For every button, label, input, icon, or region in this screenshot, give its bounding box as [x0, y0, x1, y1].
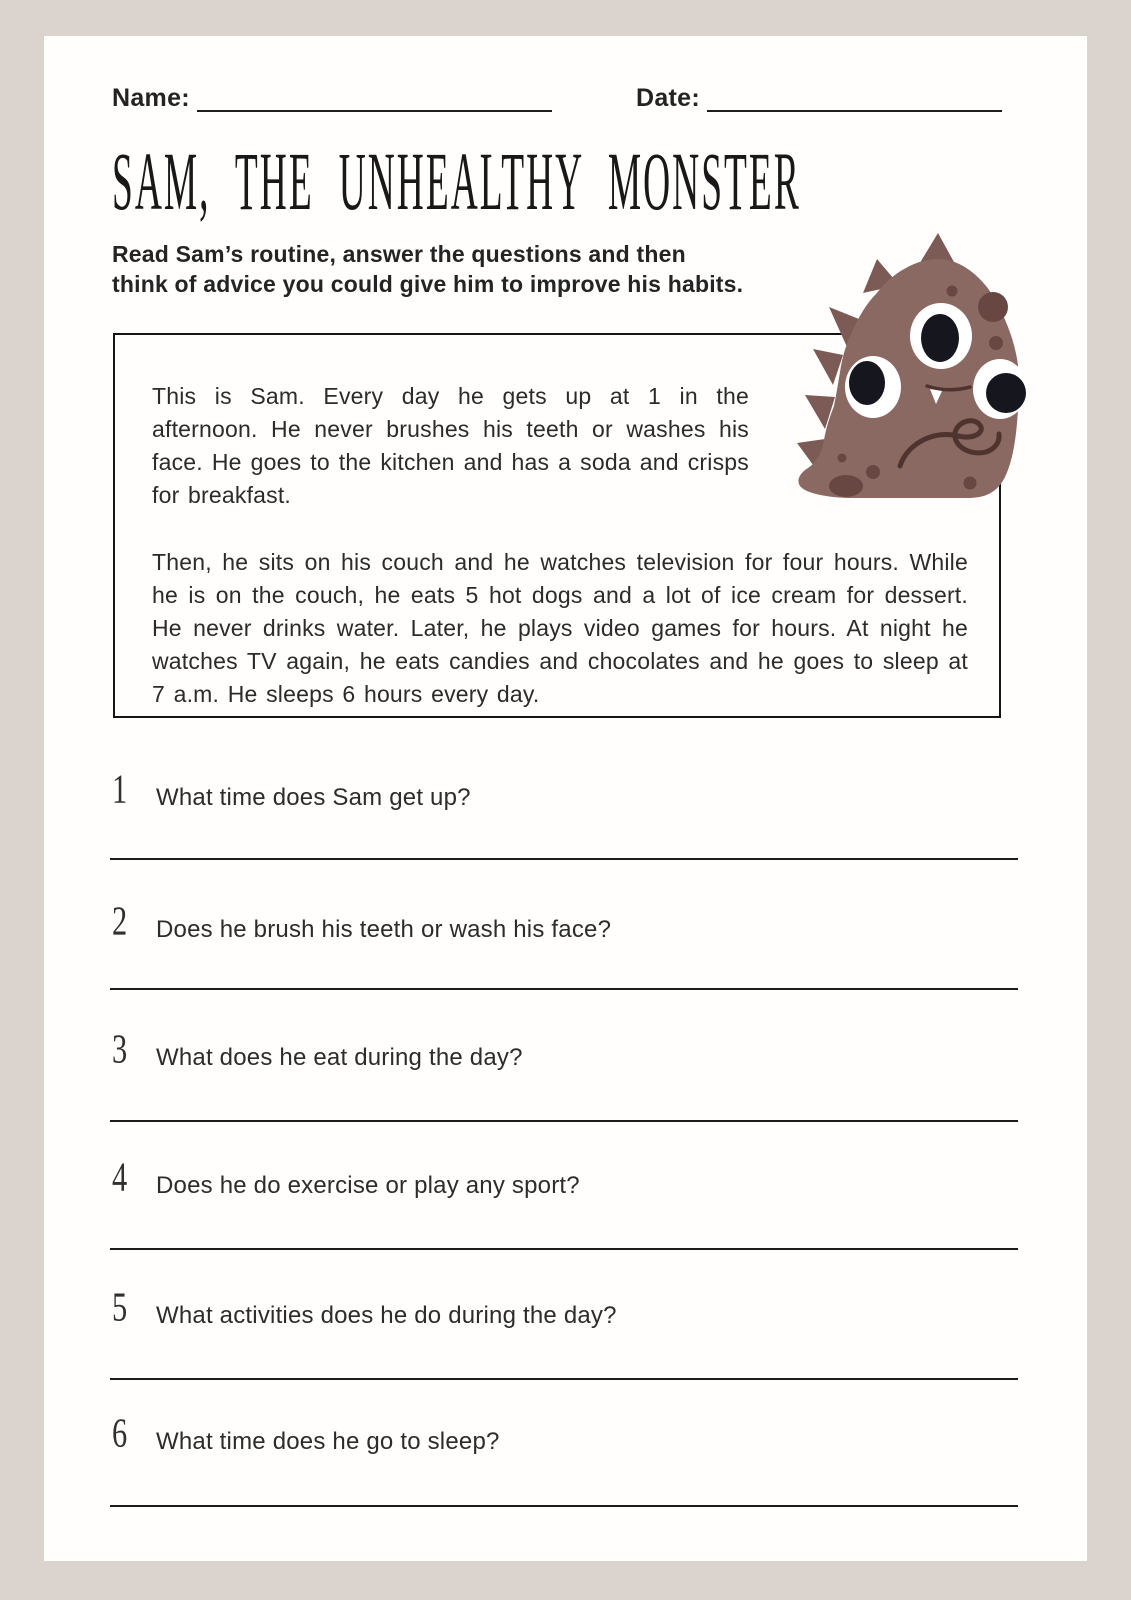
page-title: SAM, THE UNHEALTHY MONSTER	[112, 135, 801, 227]
question-3-answer-line[interactable]	[110, 1120, 1018, 1122]
name-label: Name:	[112, 84, 190, 112]
question-2	[112, 896, 612, 945]
monster-illustration	[789, 225, 1029, 501]
passage-paragraph-1: This is Sam. Every day he gets up at 1 in the afternoon. He never brushes his teeth or washes his face. He goes to the kitchen and has a soda and crisps for breakfast.	[152, 383, 749, 508]
question-1	[112, 764, 471, 813]
name-field[interactable]	[197, 84, 552, 112]
question-4-number: 4	[112, 1152, 128, 1200]
monster-pupil-right	[986, 373, 1026, 413]
question-2-text: Does he brush his teeth or wash his face?	[156, 916, 612, 943]
monster-pupil-left	[849, 361, 885, 405]
question-5-number: 5	[112, 1282, 128, 1330]
question-3-text: What does he eat during the day?	[156, 1044, 523, 1071]
question-4-answer-line[interactable]	[110, 1248, 1018, 1250]
name-field-row	[112, 83, 552, 113]
question-2-number: 2	[112, 896, 128, 944]
date-field-row	[636, 83, 1002, 113]
worksheet-page	[44, 36, 1087, 1561]
question-3	[112, 1024, 523, 1073]
question-4	[112, 1152, 580, 1201]
question-6	[112, 1408, 500, 1457]
question-6-answer-line[interactable]	[110, 1505, 1018, 1507]
question-6-text: What time does he go to sleep?	[156, 1428, 500, 1455]
question-5-text: What activities does he do during the day?	[156, 1302, 617, 1329]
question-1-answer-line[interactable]	[110, 858, 1018, 860]
question-2-answer-line[interactable]	[110, 988, 1018, 990]
monster-pupil-top	[921, 314, 959, 362]
instructions-line-1: Read Sam’s routine, answer the questions and then	[112, 241, 686, 267]
instructions-line-2: think of advice you could give him to improve his habits.	[112, 271, 744, 297]
instructions	[112, 239, 743, 299]
question-5	[112, 1282, 617, 1331]
date-field[interactable]	[707, 84, 1002, 112]
passage-paragraph-2: Then, he sits on his couch and he watches television for four hours. While he is on the couch, he eats 5 hot dogs and a lot of ice cream for dessert. He never drinks water. Later, he plays video games for hours. At night he watches TV again, he eats candies and chocolates and he goes to sleep at 7 a.m. He sleeps 6 hours every day.	[152, 549, 968, 707]
question-3-number: 3	[112, 1024, 128, 1072]
question-4-text: Does he do exercise or play any sport?	[156, 1172, 580, 1199]
question-1-text: What time does Sam get up?	[156, 784, 471, 811]
date-label: Date:	[636, 84, 701, 112]
question-6-number: 6	[112, 1408, 128, 1456]
question-1-number: 1	[112, 764, 128, 812]
question-5-answer-line[interactable]	[110, 1378, 1018, 1380]
